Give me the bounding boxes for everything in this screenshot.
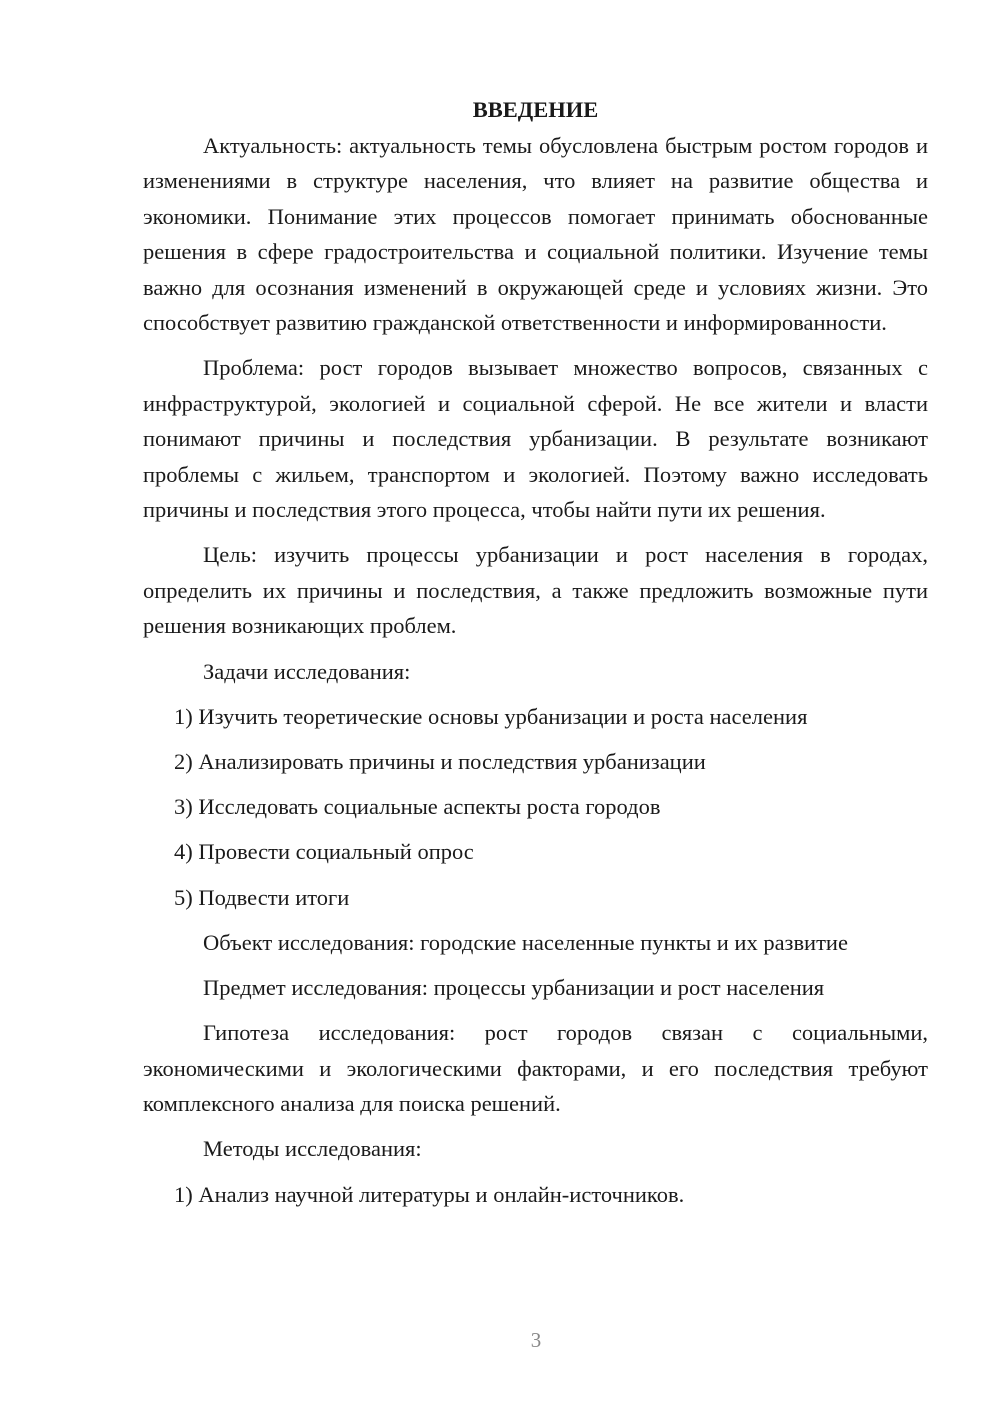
list-item: 4) Провести социальный опрос xyxy=(174,839,474,865)
list-item: 1) Анализ научной литературы и онлайн-источников. xyxy=(174,1181,685,1207)
tasks-list xyxy=(143,699,928,915)
page-title: ВВЕДЕНИЕ xyxy=(472,97,599,122)
relevance-paragraph: Актуальность: актуальность темы обусловлена быстрым ростом городов и изменениями в структуре населения, что влияет на развитие общества и экономики. Понимание этих процессов помогает принимать обоснованные решения в сфере градостроительства и социальной политики. Изучение темы важно для осознания изменений в окружающей среде и условиях жизни. Это способствует развитию гражданской ответственности и информированности. xyxy=(143,133,928,336)
problem-paragraph: Проблема: рост городов вызывает множество вопросов, связанных с инфраструктурой, экологией и социальной сферой. Не все жители и власти понимают причины и последствия урбанизации. В результате возникают проблемы с жильем, транспортом и экологией. Поэтому важно исследовать причины и последствия этого процесса, чтобы найти пути их решения. xyxy=(143,355,928,523)
subject-line: Предмет исследования: процессы урбанизации и рост населения xyxy=(203,975,825,1000)
list-item: 1) Изучить теоретические основы урбанизации и роста населения xyxy=(174,703,808,729)
list-item: 2) Анализировать причины и последствия урбанизации xyxy=(174,749,706,775)
goal-paragraph: Цель: изучить процессы урбанизации и рост населения в городах, определить их причины и последствия, а также предложить возможные пути решения возникающих проблем. xyxy=(143,542,928,639)
page-number: 3 xyxy=(530,1328,542,1352)
hypothesis-paragraph: Гипотеза исследования: рост городов связан с социальными, экономическими и экологическими факторами, и его последствия требуют комплексного анализа для поиска решений. xyxy=(143,1020,928,1116)
methods-heading: Методы исследования: xyxy=(203,1136,422,1162)
page-content xyxy=(143,92,928,1212)
list-item: 3) Исследовать социальные аспекты роста городов xyxy=(174,794,661,820)
tasks-heading: Задачи исследования: xyxy=(203,658,411,684)
object-line: Объект исследования: городские населенные пункты и их развитие xyxy=(203,929,848,955)
methods-list xyxy=(143,1177,928,1212)
list-item: 5) Подвести итоги xyxy=(174,884,350,910)
